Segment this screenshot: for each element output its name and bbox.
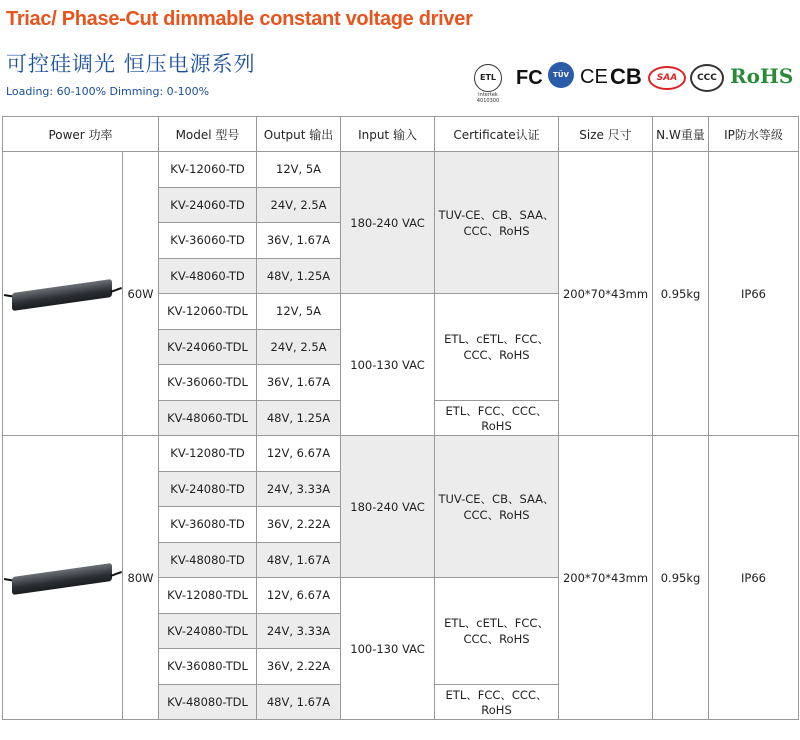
- certificate-cell: TUV-CE、CB、SAA、CCC、RoHS: [435, 436, 559, 578]
- ip-cell: IP66: [709, 436, 799, 720]
- certification-logos: [468, 60, 798, 104]
- input-cell: 180-240 VAC: [341, 152, 435, 294]
- rohs-logo-icon: RoHS: [730, 64, 794, 88]
- model-cell: KV-12060-TD: [159, 152, 257, 188]
- output-cell: 36V, 1.67A: [257, 365, 341, 401]
- model-cell: KV-36060-TD: [159, 223, 257, 259]
- header-output: Output 输出: [257, 117, 341, 152]
- loading-dimming-text: Loading: 60-100% Dimming: 0-100%: [6, 85, 210, 98]
- output-cell: 24V, 3.33A: [257, 613, 341, 649]
- page-title: Triac/ Phase-Cut dimmable constant voltage driver: [6, 8, 473, 30]
- spec-table: [2, 116, 799, 720]
- header-model: Model 型号: [159, 117, 257, 152]
- saa-logo-icon: SAA: [648, 66, 686, 90]
- etl-sub: Intertek 4010300: [476, 92, 500, 104]
- output-cell: 12V, 6.67A: [257, 436, 341, 472]
- header-ip: IP防水等级: [709, 117, 799, 152]
- certificate-cell: ETL、cETL、FCC、CCC、RoHS: [435, 294, 559, 401]
- model-cell: KV-24080-TD: [159, 471, 257, 507]
- page-subtitle: 可控硅调光 恒压电源系列: [6, 52, 256, 76]
- driver-image-icon: [4, 565, 122, 591]
- nw-cell: 0.95kg: [653, 436, 709, 720]
- cb-logo-icon: CB: [610, 64, 642, 89]
- tuv-logo-icon: TÜV: [548, 62, 574, 88]
- output-cell: 48V, 1.25A: [257, 400, 341, 436]
- driver-image-icon: [4, 281, 122, 307]
- etl-logo-icon: [468, 64, 508, 104]
- certificate-cell: ETL、FCC、CCC、RoHS: [435, 684, 559, 720]
- model-cell: KV-12080-TDL: [159, 578, 257, 614]
- model-cell: KV-36080-TD: [159, 507, 257, 543]
- model-cell: KV-24060-TDL: [159, 329, 257, 365]
- certificate-cell: TUV-CE、CB、SAA、CCC、RoHS: [435, 152, 559, 294]
- input-cell: 100-130 VAC: [341, 578, 435, 720]
- header-certificate: Certificate认证: [435, 117, 559, 152]
- certificate-cell: ETL、FCC、CCC、RoHS: [435, 400, 559, 436]
- input-cell: 100-130 VAC: [341, 294, 435, 436]
- output-cell: 24V, 2.5A: [257, 329, 341, 365]
- output-cell: 36V, 1.67A: [257, 223, 341, 259]
- output-cell: 12V, 5A: [257, 152, 341, 188]
- power-value: 80W: [123, 436, 159, 720]
- model-cell: KV-24080-TDL: [159, 613, 257, 649]
- model-cell: KV-24060-TD: [159, 187, 257, 223]
- output-cell: 24V, 3.33A: [257, 471, 341, 507]
- model-cell: KV-36060-TDL: [159, 365, 257, 401]
- model-cell: KV-48080-TDL: [159, 684, 257, 720]
- certificate-cell: ETL、cETL、FCC、CCC、RoHS: [435, 578, 559, 685]
- model-cell: KV-12080-TD: [159, 436, 257, 472]
- model-cell: KV-12060-TDL: [159, 294, 257, 330]
- product-image: [3, 436, 123, 720]
- output-cell: 36V, 2.22A: [257, 649, 341, 685]
- table-row: [3, 436, 799, 472]
- output-cell: 48V, 1.25A: [257, 258, 341, 294]
- model-cell: KV-36080-TDL: [159, 649, 257, 685]
- table-row: [3, 152, 799, 188]
- output-cell: 24V, 2.5A: [257, 187, 341, 223]
- model-cell: KV-48080-TD: [159, 542, 257, 578]
- size-cell: 200*70*43mm: [559, 436, 653, 720]
- output-cell: 12V, 6.67A: [257, 578, 341, 614]
- power-value: 60W: [123, 152, 159, 436]
- input-cell: 180-240 VAC: [341, 436, 435, 578]
- output-cell: 36V, 2.22A: [257, 507, 341, 543]
- output-cell: 48V, 1.67A: [257, 684, 341, 720]
- model-cell: KV-48060-TDL: [159, 400, 257, 436]
- table-header-row: [3, 117, 799, 152]
- ce-logo-icon: CE: [580, 66, 608, 88]
- fc-logo-icon: FC: [516, 67, 543, 89]
- header-power: Power 功率: [3, 117, 159, 152]
- size-cell: 200*70*43mm: [559, 152, 653, 436]
- header-size: Size 尺寸: [559, 117, 653, 152]
- nw-cell: 0.95kg: [653, 152, 709, 436]
- output-cell: 12V, 5A: [257, 294, 341, 330]
- ip-cell: IP66: [709, 152, 799, 436]
- etl-mark: ETL: [474, 64, 502, 92]
- header-input: Input 输入: [341, 117, 435, 152]
- product-image: [3, 152, 123, 436]
- model-cell: KV-48060-TD: [159, 258, 257, 294]
- ccc-logo-icon: CCC: [690, 64, 724, 92]
- output-cell: 48V, 1.67A: [257, 542, 341, 578]
- header-nw: N.W重量: [653, 117, 709, 152]
